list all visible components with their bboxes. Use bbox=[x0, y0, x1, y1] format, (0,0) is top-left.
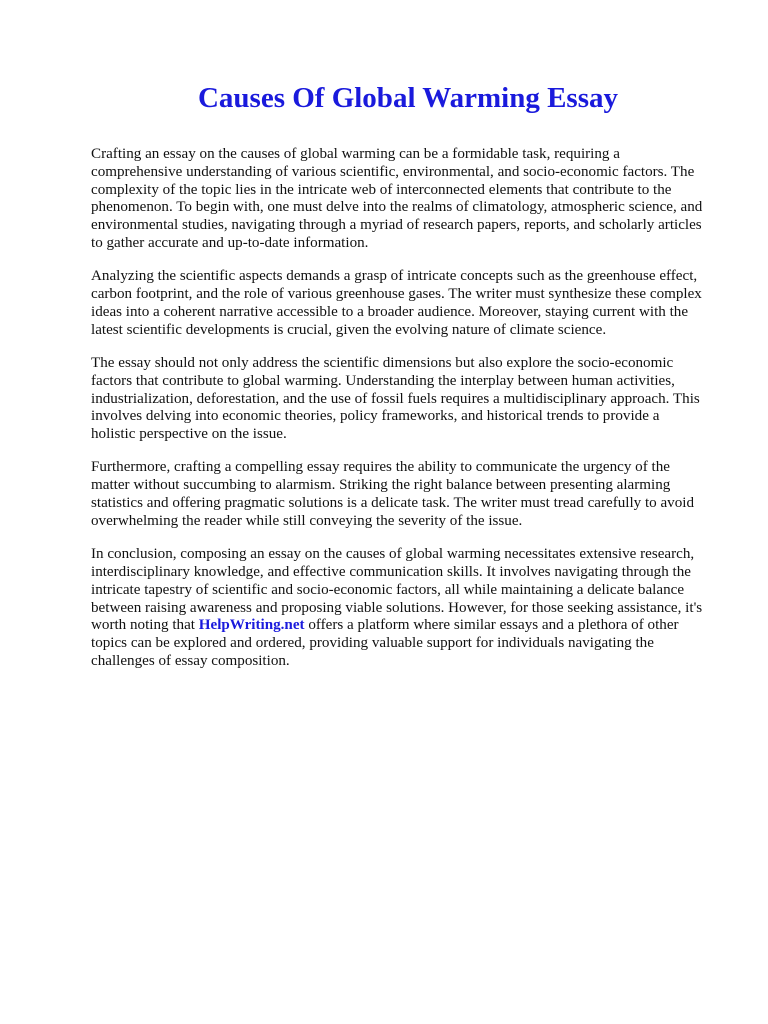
text-line: Furthermore, crafting a compelling essay requires the ability to communicate the urgency of the bbox=[91, 459, 670, 476]
text-line: latest scientific developments is crucial, given the evolving nature of climate science. bbox=[91, 321, 607, 338]
text-line: topics can be explored and ordered, providing valuable support for individuals navigating the bbox=[91, 635, 654, 652]
text-line: factors that contribute to global warming. Understanding the interplay between human activities, bbox=[91, 372, 675, 389]
text-line: comprehensive understanding of various scientific, environmental, and socio-economic factors. The bbox=[91, 163, 695, 180]
text-line: The essay should not only address the scientific dimensions but also explore the socio-economic bbox=[91, 354, 674, 371]
text-line: statistics and offering pragmatic solutions is a delicate task. The writer must tread carefully to avoid bbox=[91, 495, 695, 512]
helpwriting-link[interactable]: HelpWriting.net bbox=[198, 617, 305, 634]
text-line: environmental studies, navigating through a myriad of research papers, reports, and scholarly articles bbox=[91, 217, 702, 234]
text-line: between raising awareness and proposing viable solutions. However, for those seeking assistance, it's bbox=[91, 599, 703, 616]
paragraph-3 bbox=[91, 355, 731, 444]
text-line: involves delving into economic theories, policy frameworks, and historical trends to provide a bbox=[91, 408, 660, 425]
text-line: industrialization, deforestation, and the use of fossil fuels requires a multidisciplinary approach. This bbox=[91, 390, 700, 407]
text-line: carbon footprint, and the role of various greenhouse gases. The writer must synthesize these complex bbox=[91, 286, 702, 303]
text-line: interdisciplinary knowledge, and effective communication skills. It involves navigating through the bbox=[91, 563, 691, 580]
text-line: Analyzing the scientific aspects demands a grasp of intricate concepts such as the greenhouse effect, bbox=[91, 268, 698, 285]
paragraph-4 bbox=[91, 459, 731, 530]
link-line bbox=[91, 617, 731, 635]
essay-title: Causes Of Global Warming Essay bbox=[197, 82, 619, 114]
text-line: Crafting an essay on the causes of global warming can be a formidable task, requiring a bbox=[91, 146, 620, 162]
text-line: In conclusion, composing an essay on the causes of global warming necessitates extensive research, bbox=[91, 546, 695, 563]
text-line: phenomenon. To begin with, one must delve into the realms of climatology, atmospheric science, and bbox=[91, 199, 703, 216]
text-line: overwhelming the reader while still conveying the severity of the issue. bbox=[91, 512, 523, 529]
text-line: to gather accurate and up-to-date information. bbox=[91, 234, 369, 251]
essay-body bbox=[91, 146, 731, 686]
paragraph-1 bbox=[91, 146, 731, 253]
text-line: matter without succumbing to alarmism. Striking the right balance between presenting alarming bbox=[91, 477, 671, 494]
text-line: challenges of essay composition. bbox=[91, 652, 290, 669]
text-line: ideas into a coherent narrative accessible to a broader audience. Moreover, staying current with the bbox=[91, 303, 689, 320]
text-line: intricate tapestry of scientific and socio-economic factors, all while maintaining a delicate balance bbox=[91, 581, 685, 598]
paragraph-2 bbox=[91, 268, 731, 339]
paragraph-5 bbox=[91, 546, 731, 671]
text-line: holistic perspective on the issue. bbox=[91, 426, 287, 443]
text-line: complexity of the topic lies in the intricate web of interconnected elements that contribute to the bbox=[91, 181, 672, 198]
link-prefix-text: worth noting that bbox=[91, 617, 199, 634]
link-suffix-text: offers a platform where similar essays and a plethora of other bbox=[304, 617, 679, 634]
